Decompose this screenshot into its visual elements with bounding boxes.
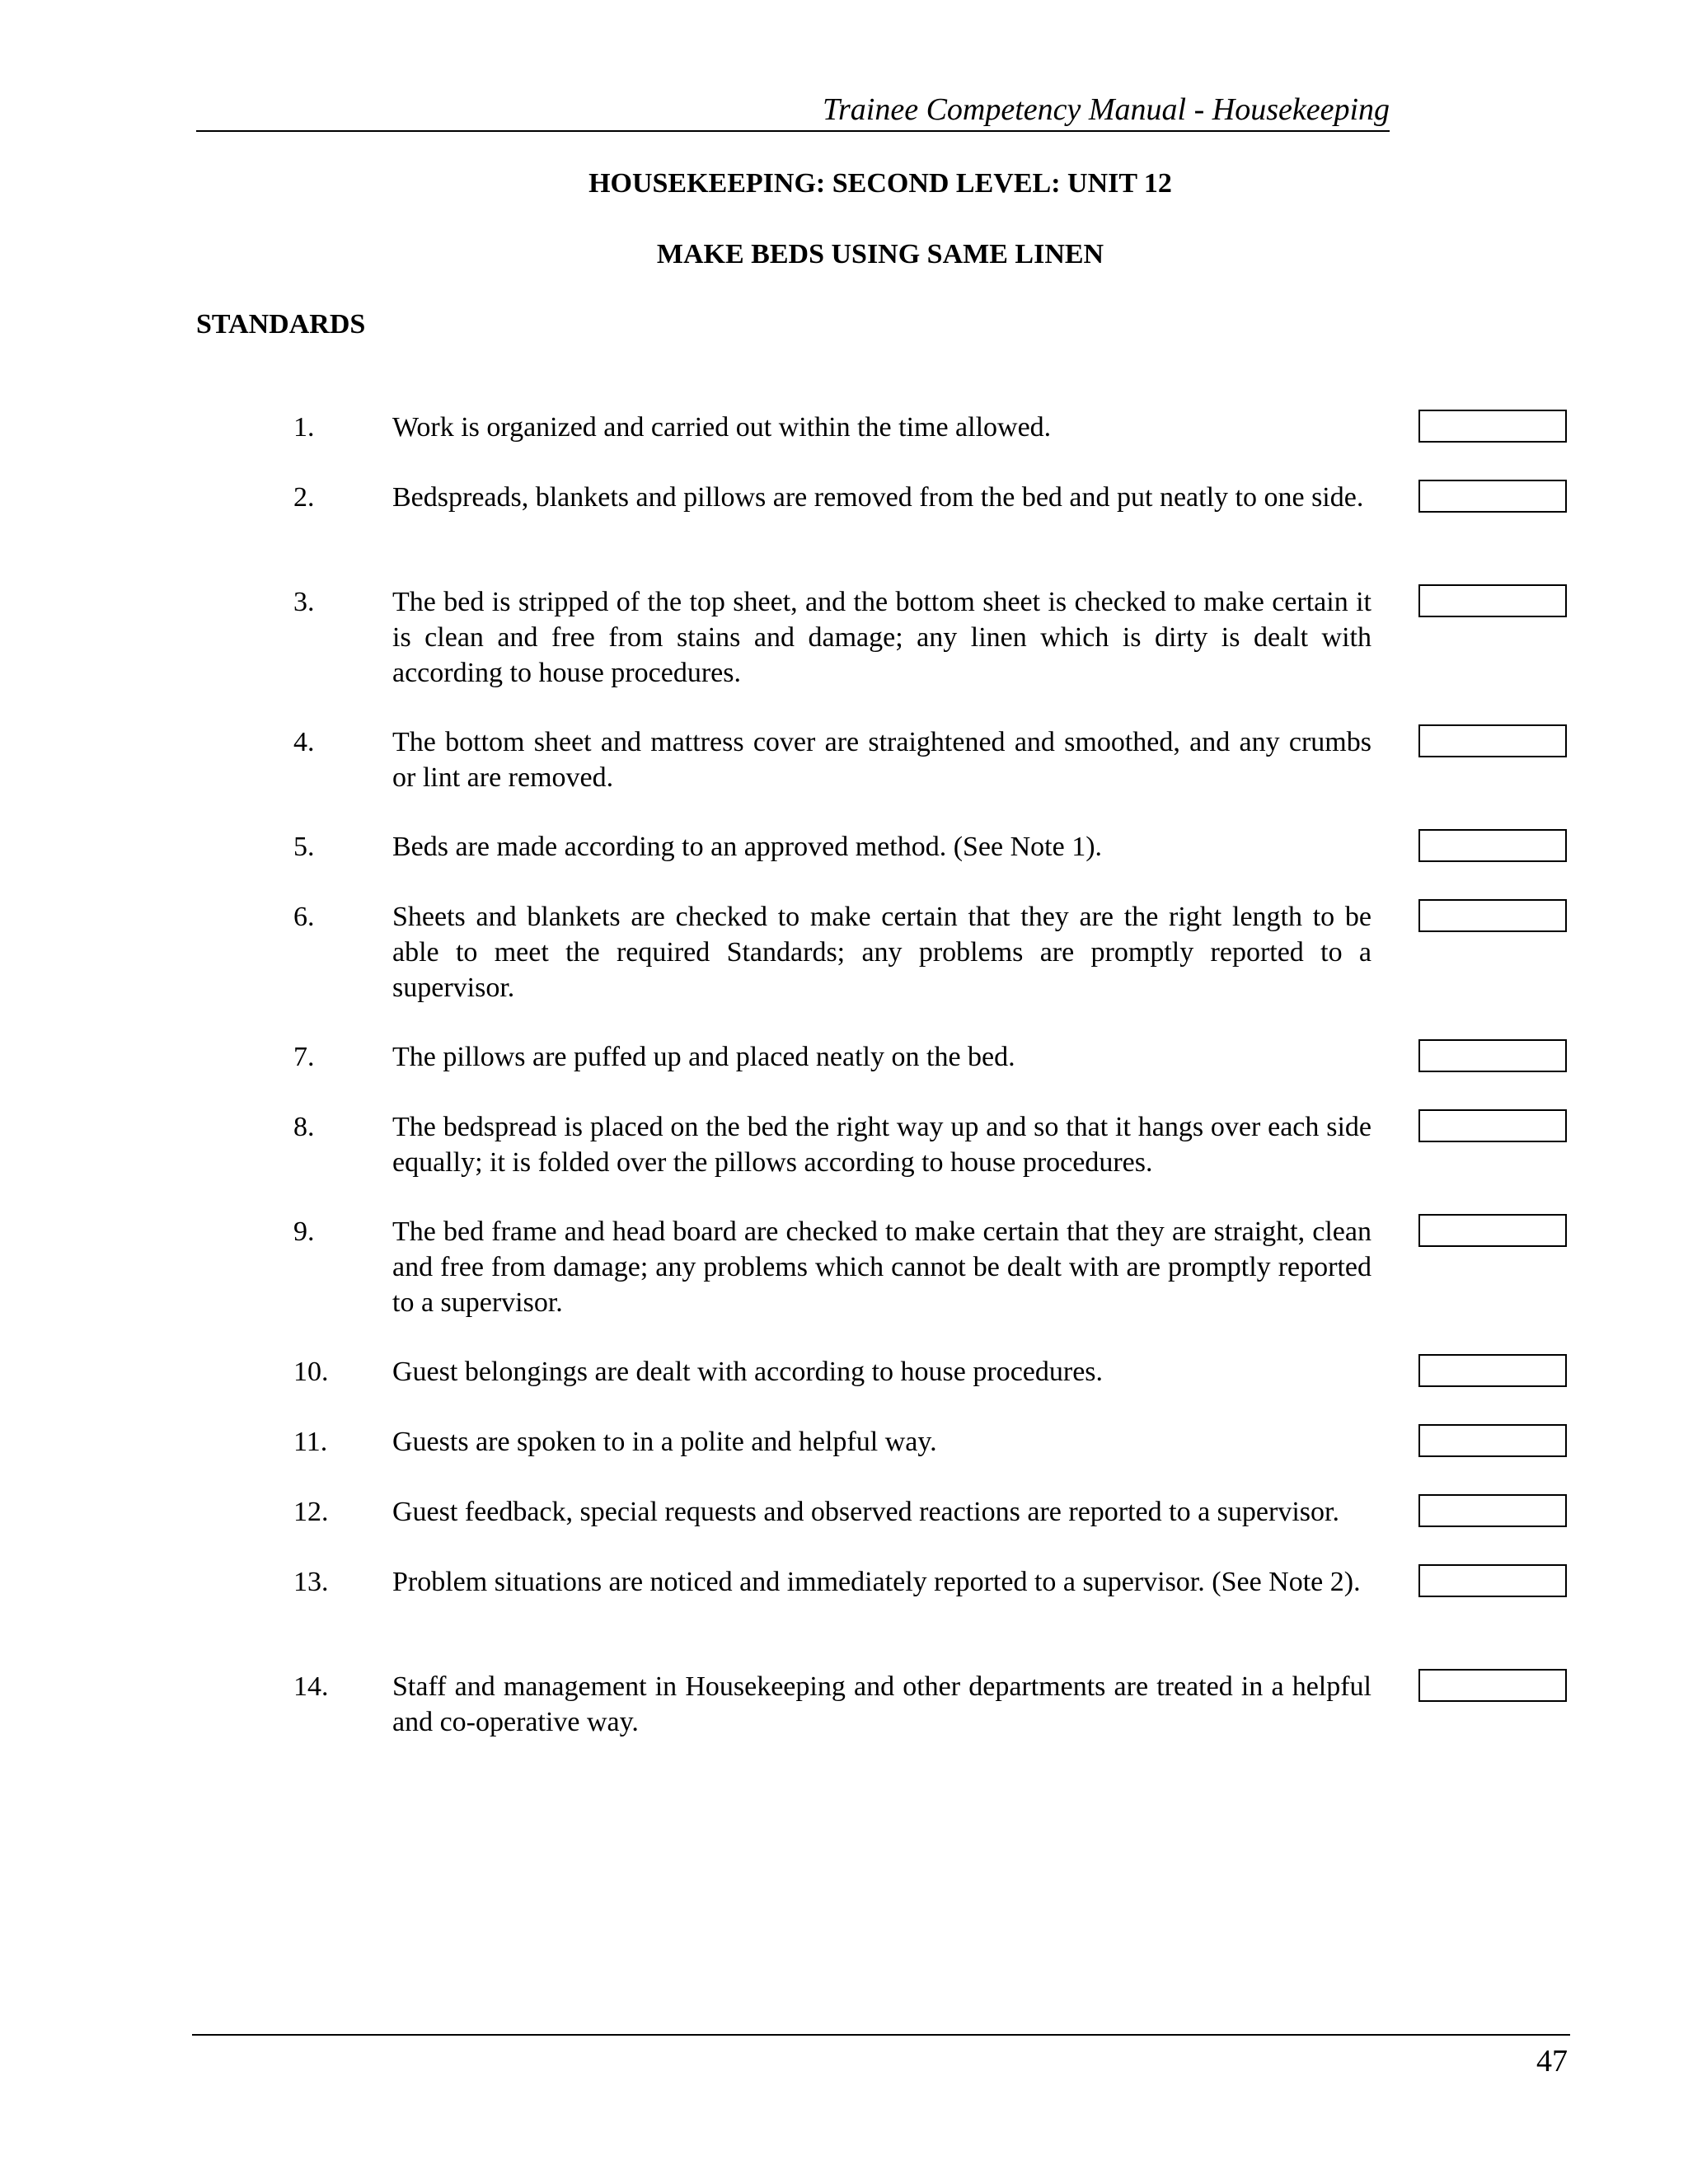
standard-text: Guest feedback, special requests and observed reactions are reported to a supervisor. bbox=[392, 1497, 1339, 1527]
standard-text: Bedspreads, blankets and pillows are removed from the bed and put neatly to one side. bbox=[392, 482, 1364, 513]
standard-text: Guests are spoken to in a polite and helpful way. bbox=[392, 1427, 937, 1457]
standard-number: 5. bbox=[293, 832, 315, 862]
standard-text: Problem situations are noticed and immediately reported to a supervisor. (See Note 2). bbox=[392, 1567, 1361, 1597]
standard-text: Beds are made according to an approved method. (See Note 1). bbox=[392, 832, 1103, 862]
standard-checkbox[interactable] bbox=[1418, 1494, 1567, 1527]
standard-text: Sheets and blankets are checked to make certain that they are the right length to be able to meet the required Standards; any problems are promptly reported to a supervisor. bbox=[392, 902, 1372, 1003]
standard-checkbox[interactable] bbox=[1418, 584, 1567, 617]
standard-checkbox[interactable] bbox=[1418, 724, 1567, 757]
standard-checkbox[interactable] bbox=[1418, 410, 1567, 443]
standard-checkbox[interactable] bbox=[1418, 1039, 1567, 1072]
standard-checkbox[interactable] bbox=[1418, 1564, 1567, 1597]
standard-checkbox[interactable] bbox=[1418, 1214, 1567, 1247]
standard-number: 10. bbox=[293, 1357, 329, 1387]
standard-number: 11. bbox=[293, 1427, 328, 1457]
header-rule bbox=[196, 130, 1390, 132]
standard-text: The bed frame and head board are checked to make certain that they are straight, clean and free from damage; any problems which cannot be dealt with are promptly reported to a supervisor. bbox=[392, 1216, 1372, 1318]
standard-text: Guest belongings are dealt with according to house procedures. bbox=[392, 1357, 1104, 1387]
standard-number: 4. bbox=[293, 727, 315, 757]
standard-checkbox[interactable] bbox=[1418, 1669, 1567, 1702]
standard-number: 13. bbox=[293, 1567, 329, 1597]
standard-text: The bed is stripped of the top sheet, and the bottom sheet is checked to make certain it is clean and free from stains and damage; any linen which is dirty is dealt with according to house procedures. bbox=[392, 587, 1372, 688]
unit-title: HOUSEKEEPING: SECOND LEVEL: UNIT 12 bbox=[588, 168, 1172, 199]
standard-text: The pillows are puffed up and placed neatly on the bed. bbox=[392, 1042, 1015, 1072]
standard-number: 14. bbox=[293, 1671, 329, 1702]
standard-checkbox[interactable] bbox=[1418, 899, 1567, 932]
standard-text: Work is organized and carried out within the time allowed. bbox=[392, 412, 1052, 443]
standard-number: 6. bbox=[293, 902, 315, 932]
page-number: 47 bbox=[1536, 2044, 1568, 2079]
standard-text: The bedspread is placed on the bed the right way up and so that it hangs over each side equally; it is folded over the pillows according to house procedures. bbox=[392, 1112, 1372, 1178]
standard-checkbox[interactable] bbox=[1418, 829, 1567, 862]
standard-checkbox[interactable] bbox=[1418, 1109, 1567, 1142]
running-header-title: Trainee Competency Manual - Housekeeping bbox=[822, 92, 1390, 127]
standard-number: 7. bbox=[293, 1042, 315, 1072]
standard-number: 12. bbox=[293, 1497, 329, 1527]
section-heading-standards: STANDARDS bbox=[196, 309, 366, 340]
standard-number: 1. bbox=[293, 412, 315, 443]
standard-number: 8. bbox=[293, 1112, 315, 1142]
standard-number: 9. bbox=[293, 1216, 315, 1247]
standard-number: 3. bbox=[293, 587, 315, 617]
standard-text: The bottom sheet and mattress cover are straightened and smoothed, and any crumbs or lint are removed. bbox=[392, 727, 1372, 793]
footer-rule bbox=[192, 2034, 1570, 2036]
standard-checkbox[interactable] bbox=[1418, 480, 1567, 513]
standard-checkbox[interactable] bbox=[1418, 1424, 1567, 1457]
standard-text: Staff and management in Housekeeping and other departments are treated in a helpful and co-operative way. bbox=[392, 1671, 1372, 1737]
standard-number: 2. bbox=[293, 482, 315, 513]
unit-subtitle: MAKE BEDS USING SAME LINEN bbox=[656, 239, 1104, 269]
standard-checkbox[interactable] bbox=[1418, 1354, 1567, 1387]
